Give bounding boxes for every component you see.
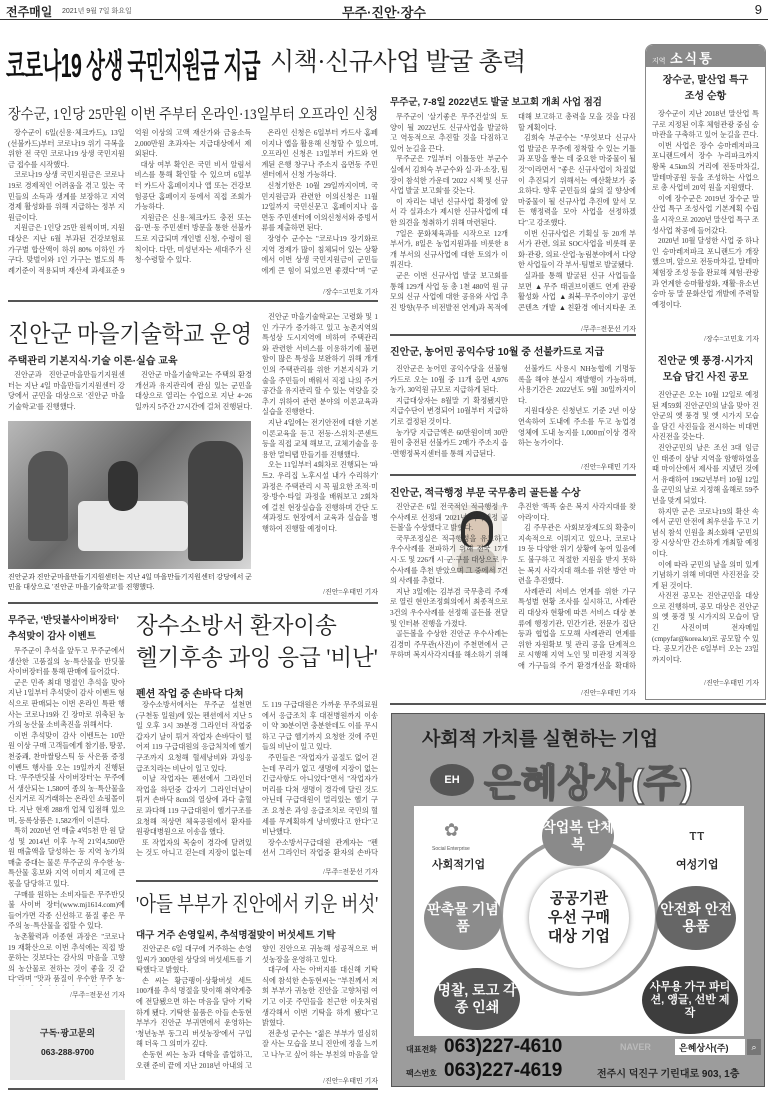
byline: /진안=우태민 기자	[323, 588, 378, 596]
paragraph: 오는 11일부터 4회차로 진행되는 '파트2. 우리집 노후시설 내가 수리하기' 과정은 주택관리 시 꼭 필요한 조적·미장·방수·타일 과정을 배워보고 2회차에 걸친 현장실습을 진행하며 간단 도색과정도 현장에서 교육과 실습을 병행하여 진행할 예정이다.	[262, 461, 378, 533]
school-body	[262, 312, 378, 584]
sidebar-item-headline: 진안군 옛 풍경·시가지 모습 담긴 사진 공모	[657, 356, 754, 383]
phone-label: 대표전화	[406, 1045, 437, 1054]
paragraph: 장수군이 6일(신용·체크카드), 13일(선불카드)부터 코로나19 위기 극복을 위한 전 국민 코로나19 상생 국민지원금 접수를 시작했다.	[8, 129, 125, 169]
paragraph: 대구에 사는 아버지를 대신해 기탁식에 참석한 손동현씨는 "부친께서 저희 부부가 귀농한 진안을 고향처럼 여기고 이곳 주민들을 친근한 이웃처럼 생각해서 이번 기탁을 하게 됐다"고 밝혔다.	[262, 966, 378, 1028]
social-enterprise-small-label: Social Enterprise	[432, 846, 470, 852]
issue-date: 2021년 9월 7일 화요일	[62, 8, 132, 15]
paragraph: 농촌활력과 이종현 과장은 "코로나19 재확산으로 이번 추석에는 직접 방문하는 것보다는 감사의 마음을 고향의 농산물로 전하는 것이 좋을 것 같다"라며 "맛과 품질이 우수한 무주 농·	[8, 933, 125, 984]
badge-social-enterprise: 사회적기업	[432, 859, 486, 871]
paragraph: 군은 민족 최대 명절인 추석을 맞아 지난 1일부터 추석맞이 감사 이벤트 형식으로 판매되는 이번 온라인 특판 행사는 코로나19와 긴 장마로 위축된 농가의 농산물 소비촉진을 위해서다.	[8, 678, 125, 730]
farm-headline: 진안군, 농어민 공익수당 10월 중 선불카드로 지급	[390, 347, 605, 358]
lead-body	[8, 128, 378, 286]
paragraph: 손동현 씨는 농과 대학을 졸업하고, 오랜 준비 끝에 지난 2018년 아내의 고향인 진안으로 귀농해 성공적으로 버섯농장을 운영하고 있다.	[136, 945, 378, 1070]
fire-headline	[136, 610, 378, 674]
paragraph: 지원금은 신용·체크카드 충전 또는 읍·면·동 주민센터 방문을 통한 선불카드로 지급되며 개인별 신청, 수령이 원칙이다. 다만, 미성년자는 세대주가 신청·수령할 수 있다.	[134, 213, 252, 265]
paper-name: 전주매일	[6, 5, 53, 19]
ad-fax: 063)227-4619	[444, 1060, 563, 1081]
paragraph: 실과를 통해 발굴된 신규 사업들을 보면 ▲무주 태권브이랜드 연계 관광 활성화 사업 ▲최북·무주이야기 공연 콘텐츠 개발 ▲친환경 에너지타운 조	[518, 271, 636, 312]
school-subhead: 주택관리 기본지식·기술 이론·실습 교육	[8, 356, 178, 367]
paragraph: 농가당 지급금액은 60만원이며 30만원이 충전된 선불카드 2매가 주소지 읍·면행정복지센터를 통해 지급된다.	[390, 428, 508, 458]
paragraph: 이번 추석맞이 감사 이벤트는 10만원 이상 구매 고객들에게 참기름, 땅콩, 천중쾌, 찬마쌀탕스틱 등 사은품 증정 이벤트 행사를 오는 19일까지 진행된다. '무주반딧불 사이버장터'는 무주에서 생산되는 1,580여 종의 농·특산물을 신지거로 직거래하는 온라인 쇼핑몰이다. 지난 현재 288개 업체 입점해 있으며, 등록상품은 1,582개이 이른다.	[8, 731, 125, 825]
school-photo	[8, 421, 251, 569]
section-title: 무주·진안·장수	[341, 5, 426, 20]
masthead	[0, 0, 768, 20]
golden-body	[390, 502, 636, 682]
mushroom-body	[136, 944, 378, 1072]
sidebar-header	[646, 45, 765, 67]
paragraph: 이에 장수군은 2019년 장수군 말산업 특구 조성사업 기본계획 수립을 시작으로 2020년 말산업 특구 조성사업 착공에 들어갔다.	[652, 194, 759, 235]
photo-caption: 진안군과 진안군마을만들기지원센터는 지난 4일 마을만들기지원센터 강당에서 군민을 대상으로 '진안군 마을기술학교'를 진행했다.	[8, 573, 252, 591]
paragraph: 사진전 공모는 진안군민을 대상으로 진행하며, 공모 대상은 진안군의 옛 풍경 및 시가지의 모습이 담긴 사진이며 전자메일(cmpyfar@korea.kr)로 공모할 수 있다. 공모기간은 6일부터 오는 23일까지이다.	[652, 592, 759, 664]
company-name: 은혜상사(주)	[484, 763, 693, 805]
paragraph: 이번 신규사업은 기획실 등 20개 부서가 관련, 의료 SOC사업을 비롯해 문화·관광, 의료·산업·농림분야에서 다양한 사업들이 각 부서·팀별로 발굴됐다.	[518, 229, 636, 270]
paragraph: 진안군 마을기술학교는 주택의 환경개선과 유지관리에 관심 있는 군민을 대상으로 열리는 수업으로 지난 4~26일까지 5주간 27시간에 걸쳐 진행된다.	[135, 371, 252, 411]
firefly-headline-2: 추석맞이 감사 이벤트	[8, 631, 96, 642]
byline: /진안=우태민 기자	[323, 1077, 378, 1085]
muju-headline: 시책·신규사업 발굴 총력	[270, 49, 526, 76]
fire-body	[136, 700, 378, 865]
fire-headline-line-2: 헬기후송 과잉 응급 '비난'	[136, 645, 378, 670]
product-promo: 판촉물 기념품	[424, 886, 502, 950]
paragraph: 진안군은 오는 10월 12일로 예정된 제59회 진안군민의 날을 맞아 진안군의 옛 풍경 및 옛 시가지 모습을 담긴 사진들을 전시하는 비대면 사진전을 갖는다.	[652, 391, 759, 442]
sidebar-local-news	[645, 44, 766, 700]
mushroom-headline: '아들 부부가 진안에서 키운 버섯'	[136, 892, 379, 916]
subscription-box	[10, 1010, 125, 1080]
ad-panel	[414, 806, 744, 1036]
byline: /진안=우태민 기자	[581, 689, 636, 697]
sidebar-item-headline: 장수군, 말산업 특구 조성 순항	[662, 75, 749, 102]
paragraph: 이날 작업자는 펜션에서 그라인더 작업을 하던중 갑자기 그라인더날이 튀겨 손바닥 8cm의 열상에 과다 출혈로 과다해 119 구급대원이 헬기구조를 요청해 적상면 체육공원에서 환자를 원광대병원으로 이송을 했다.	[136, 775, 252, 837]
ad-phone[interactable]: 063)227-4610	[444, 1036, 563, 1057]
social-enterprise-icon: ✿	[444, 820, 460, 840]
sidebar-title: 소식통	[669, 51, 714, 66]
product-safety: 안전화 안전용품	[656, 886, 736, 950]
byline: /무주=전문선 기자	[581, 325, 636, 333]
ad-tagline: 사회적 가치를 실현하는 기업	[422, 729, 659, 750]
muju-body	[390, 112, 636, 322]
paragraph: 또 작업자의 목숨이 경각에 달려있는 것도 아니고 걷는데 지장이 없는데도 119 구급대원은 가까운 무주의료원에서 응급조치 후 대전병원까지 이송이 약 30분이면 충분한데도 이를 무시하고 구급 헬기까지 요청한 것에 주민들의 비난이 일고 있다.	[136, 701, 378, 858]
paragraph: 전춘성 군수는 "젊은 부부가 열심히 잘 사는 모습을 보니 진안에 정을 느끼고 나누고 싶어 하는 부친의 마음을 알	[262, 1029, 378, 1059]
lead-headline: 코로나19 상생 국민지원금 지급	[6, 47, 260, 84]
farm-body	[390, 364, 636, 460]
paragraph: 신청기한은 10월 29일까지이며, 국민지원금과 관련한 이의신청은 11월 12일까지 국민신문고 홈페이지나 읍면동 주민센터에 이의신청서와 증빙서류를 제출하면 된다.	[261, 181, 378, 233]
firefly-body	[8, 646, 125, 986]
badge-women-enterprise: 여성기업	[676, 859, 719, 871]
paragraph: 주민들은 "작업자가 골절도 없어 걷는데 무리가 없고 생명에 지장이 없는 긴급사항도 아니었다"면서 "작업자가 머리를 다쳐 생명이 경각에 달린 것도 아닌데 구급대원이 멀리있는 헬기 구조 요청은 과잉 응급조치로 국민의 혈세를 무계획하게 낭비했다고 한다"고 비난했다.	[262, 753, 378, 837]
paragraph: 장수소방서에서는 무주군 설천면(구천동 일원)에 있는 펜션에서 지난 5일 오후 3시 39분경 그라인더 작업중 갑자기 날이 튀겨 작업자 손바닥이 떨어져 119 구급대원의 응급처치에 헬기 구조까지 요청해 혈세낭비와 과잉응급조치라는 비난이 일고 있다.	[136, 701, 252, 773]
paragraph: 진안군민의 날은 조선 3대 임금인 태종이 삼남 지역을 함행하였을 때 마이산에서 제사를 지냈던 것에서 유래하여 1962년부터 10월 12일을 군민의 날로 지정해 올해로 59주년을 맞게 되었다.	[652, 443, 759, 505]
muju-subhead: 무주군, 7-8일 2022년도 발굴 보고회 개최 사업 점검	[390, 97, 602, 108]
paragraph: 진안군은 6일 전국적인 적극행정 우수사례로 선정돼 '2021년 적극행정 골든볼'을 수상했다고 밝혔다.	[390, 503, 508, 533]
byline: /진안=우태민 기자	[581, 463, 636, 471]
byline: /장수=고민호 기자	[323, 288, 378, 296]
paragraph: 김희숙 부군수는 "무엇보다 신규사업 발굴은 무주에 정착할 수 있는 기틀과 포망을 쌓는 데 중요한 마중물이 될 것"이라면서 "좋은 신규사업이 차질없이 추진되기 위해서는 예산확보가 중요하다. 향후 군민들의 삶의 질 향상에 마중물이 될 신규사업 추진에 앞서 모든 행정력을 모아 사업을 선정하겠다"고 강조했다.	[518, 134, 636, 227]
sidebar-tag: 지역	[652, 58, 666, 65]
paragraph: 무주군이 추석을 앞두고 무주군에서 생산한 고품질의 농·특산물을 반딧불사이버장터를 통해 판매에 들어갔다.	[8, 647, 125, 677]
fire-subhead: 펜션 작업 중 손바닥 다쳐	[136, 689, 244, 700]
byline: /무주=전문선 기자	[323, 868, 378, 876]
product-furniture: 사무용 가구 파티션, 앵글, 선반 제작	[642, 966, 738, 1034]
paragraph: 지급대상자는 8월말 기 확정됐지만 지급수단이 변경되어 10월부터 지급하기로 결정된 것이다.	[390, 396, 508, 426]
paragraph: 이번 사업은 장수 승마레저파크 포니랜드에서 장수 누리파크까지 왕복 4.5km의 거리에 전동마차길, 말테마공원 등을 조성하는 사업으로 총 사업비 20억 원을 지원했다.	[652, 141, 759, 193]
paragraph: 국무조정실은 적극행정을 유도하고 우수사례를 전파하기 위해 전국 17개 시·도 및 226개 시·군·구를 대상으로 우수사례를 추천 받았으며 그 중에서 7건의 사례를 추렸다.	[390, 534, 508, 586]
search-box[interactable]: 은혜상사(주)	[675, 1039, 745, 1055]
page-number: 9	[754, 2, 762, 17]
paragraph: 구매를 원하는 소비자들은 무주반딧불 사이버 장터(www.mj1614.com)에 들어가면 각종 신선하고 품질 좋은 무주의 농·특산물을 접할 수 있다.	[8, 890, 125, 931]
paragraph: 진안군 마을기술학교는 고령화 및 1인 가구가 증가하고 있고 농촌지역의 특성상 도시지역에 비하여 주택관리와 관련한 서비스를 이용하기에 불편함이 많은 특성을 보완하기 위해 개개인의 주택관리를 위한 기본지식과 기술을 주민들이 배워서 직접 나의 주거공간을 유지관리 할 수 있는 역량을 갖추기 위하여 관련 분야의 이론교육과 실습을 진행한다.	[262, 313, 378, 417]
ad-center-text: 공공기관 우선 구매 대상 기업	[547, 890, 611, 945]
paragraph: 선불카드 사용시 NH농협에 기명등록을 해야 분실시 재발행이 가능하며, 사용기간은 2022년도 9월 30일까지이다.	[518, 365, 636, 405]
product-printing: 명찰, 로고 각종 인쇄	[434, 968, 520, 1030]
paragraph: 골든볼을 수상한 진안군 우수사례는 김경미 주무관(사진)이 주천면에서 근무하며 복지사각지대를 해소하기 위해 추진한 '똑똑 숨은 복지 사각지대를 찾아라'이다.	[390, 503, 636, 660]
subscription-label: 구독·광고문의	[39, 1028, 96, 1038]
paragraph: 대상 여부 확인은 국민 비서 알림서비스를 통해 확인할 수 있으며 6일부터 카드사 홈페이지나 앱 또는 건강보험공단 홈페이지 등에서 직접 조회가 가능하다.	[134, 160, 252, 212]
paragraph: 7일은 문화체육과를 시작으로 12개 부서가, 8일은 농업지원과를 비롯한 8개 부서의 신규사업에 대한 토의가 이뤄진다.	[390, 229, 508, 270]
search-icon[interactable]: ⌕	[747, 1039, 761, 1055]
company-logo: EH	[430, 764, 474, 796]
mushroom-subhead: 대구 거주 손영일씨, 추석명절맞이 버섯세트 기탁	[136, 930, 336, 941]
school-headline: 진안군 마을기술학교 운영	[8, 322, 253, 348]
paragraph: 사례관리 서비스 연계를 위한 가구 특성별 현황 조사를 실시하고, 사례관리 대상자 현황에 따른 서비스 대상 분류에 행정기관, 민간기관, 전문가 집단 등과 협업을 도모해 사례관리 연계를 위한 자원확보 및 관리 공을 단계적으로 시행해 지역 노인 및 미관정 지적장애 가구들의 주거 환경개선을 확대하	[518, 587, 636, 670]
paragraph: 지원대상은 신청년도 기준 2년 이상 연속하여 도내에 주소를 두고 농업경영체에 도내 농지를 1,000㎡이상 경작하는 농가이다.	[518, 407, 636, 448]
paragraph: 이 자리는 내년 신규사업 확정에 앞서 각 실과소가 제시한 신규사업에 대한 의견을 청취하기 위해 마련된다.	[390, 197, 508, 227]
paragraph: 특히 2020년 연 매출 4억5천 만 원 달성 및 2014년 이후 누적 21억4,500만 원 매출액을 달성하는 등 지역 농가의 매출 증대는 물론 무주군의 우수한 농·특산물 홍보와 지역 이미지 제고에 큰 몫을 담당하고 있다.	[8, 827, 125, 889]
paragraph: 무주군이 '살기좋은 무주건설'의 토양이 될 2022년도 신규사업을 발굴하고 역동적으로 추진할 것을 다짐하고 있어 눈길을 끈다.	[390, 113, 508, 153]
fire-headline-line-1: 장수소방서 환자이송	[136, 613, 337, 638]
paragraph: 진안군은 6일 대구에 거주하는 손영일씨가 300만원 상당의 버섯세트를 기탁했다고 밝혔다.	[136, 945, 252, 975]
paragraph: 진안군과 진안군마을만들기지원센터는 지난 4일 마을만들기지원센터 강당에서 군민을 대상으로 '진안군 마을기술학교'를 진행했다.	[8, 371, 125, 411]
lead-subhead: 장수군, 1인당 25만원 이번 주부터 온라인·13일부터 오프라인 신청	[8, 107, 379, 123]
paragraph: 지난 4일에는 전기안전에 대한 기본 이론교육을 듣고 전등·스위치·콘센트 등을 직접 교체 해보고, 교체기술을 응용한 멀티탭 만들기를 진행했다.	[262, 418, 378, 459]
byline: /무주=전문선 기자	[70, 991, 125, 999]
fax-label: 팩스번호	[406, 1069, 437, 1078]
paragraph: 코로나19 상생 국민지원금은 코로나19로 경제적인 어려움을 겪고 있는 국민들의 소득과 생계를 보장하고 지역경제 활성화를 위해 지급하는 정부 지원금이다.	[8, 171, 125, 222]
paragraph: 김 주무관은 사회보장제도의 확충이 지속적으로 이뤄지고 있으나, 코로나19 등 다양한 위기 상황에 놓여 있음에도 불구하고 적절한 지원을 받지 못하는 복지 사각지대 해소를 위한 방안 마련을 추진했다.	[518, 524, 636, 586]
advertisement[interactable]	[391, 713, 765, 1087]
byline: /진안=우태민 기자	[704, 679, 759, 687]
paragraph: 지원금은 1인당 25만 원씩이며, 지원대상은 지난 6월 부과된 건강보험료 가구별 합산액이 하위 80% 이하인 가구다. 맞벌이와 1인 가구는 별도의 특례기준이 적용되며 재산세 과세표준 9억원 이상의 고액 재산가와 금융소득 2,000만원 초과자는 지급대상에서 제외된다.	[8, 129, 252, 275]
sidebar-item-body	[652, 109, 759, 332]
firefly-headline: 무주군, '반딧불사이버장터'	[8, 615, 119, 626]
women-enterprise-icon: ⲧⲧ	[689, 824, 705, 844]
subscription-phone[interactable]: 063-288-9700	[41, 1047, 94, 1057]
paragraph: 이에 따라 군민의 날을 의미 있게 기념하기 위해 비대면 사진전을 갖게 된 것이다.	[652, 560, 759, 590]
paragraph: 장수군이 지난 2018년 말산업 특구로 지정된 이후 체험관광 중심 승마관을 구축하고 있어 눈길을 끈다.	[652, 110, 759, 140]
byline: /장수=고민호 기자	[704, 335, 759, 343]
school-body-intro	[8, 370, 252, 414]
paragraph: 손 씨는 황금팽이·상황버섯 세트 100개를 추석 명절을 맞이해 취약계층에 전달됐으면 하는 마음을 담아 기탁하게 됐다. 기탁한 물품은 아들 손동현 부부가 진안군 부귀면에서 운영하는 '청년농부 동그리 버섯농장'에서 구입해 더욱 그 의미가 깊다.	[136, 976, 252, 1049]
paragraph: 진안군은 농어민 공익수당을 선불형 카드로 오는 10월 중 11개 읍면 4,976 농가, 30억원 규모로 지급하게 된다.	[390, 365, 508, 395]
paragraph: 장영수 군수는 "코로나19 장기화로 지역 경제가 많이 침체되어 있는 상황에서 이번 상생 국민지원금이 군민들에게 큰 힘이 되었으면 좋겠다"며 "군	[261, 234, 378, 275]
naver-logo: NAVER	[620, 1042, 651, 1052]
paragraph: 온라인 신청은 6일부터 카드사 홈페이지나 앱을 활용해 신청할 수 있으며, 오프라인 신청은 13일부터 카드와 연계된 은행 창구나 주소지 읍면동 주민센터에서 신청 가능하다.	[261, 129, 378, 180]
ad-address: 전주시 덕진구 기린대로 903, 1층	[597, 1069, 740, 1080]
paragraph: 2020년 10월 달성한 사업 중 하나인 승마레저파크 포니랜드가 개장했으며, 앞으로 전동마차길, 말테마 체험장 조성 등을 완료해 체험·관광과 연계한 승마활성화, 재활·유소년 승마 등 말 문화산업 개발에 주력할 예정이다.	[652, 237, 759, 309]
sidebar-item-body	[652, 390, 759, 676]
paragraph: 무주군은 7일부터 이틀동안 부군수실에서 김희숙 부군수와 실·과·소장, 팀장이 참석한 가운데 '2022 시책 및 신규사업 발굴 보고회'를 갖는다.	[390, 155, 508, 196]
golden-headline: 진안군, 적극행정 부문 국무총리 골든볼 수상	[390, 488, 581, 499]
product-workwear: 작업복 단체복	[542, 806, 614, 866]
paragraph: 하지만 군은 코로나19의 확산 속에서 군민 안전에 최우선을 두고 기념식 참석 인원을 최소화해 '군민의 장 시상식'만 간소하게 개최할 예정이다.	[652, 507, 759, 558]
paragraph: 장수소방서구급대원 관계자는 "펜션서 그라인더 작업중 환자의 손바닥	[262, 838, 378, 858]
paragraph: 지난 3일에는 김부겸 국무총리 주재로 열린 현안조정회의에서 최종적으로 3건의 우수사례를 선정해 골든볼 전달 및 인터뷰 진행을 가졌다.	[390, 587, 508, 628]
paragraph: 군은 이번 신규사업 발굴 보고회를 통해 129개 사업 등 총 1천 480억 원 규모의 신규 사업에 대한 공유와 사업 추진 방향(무주 비전발전 연계)과 목적에 대해 보고하고 총력을 모을 것을 다짐할 계획이다.	[390, 113, 636, 312]
